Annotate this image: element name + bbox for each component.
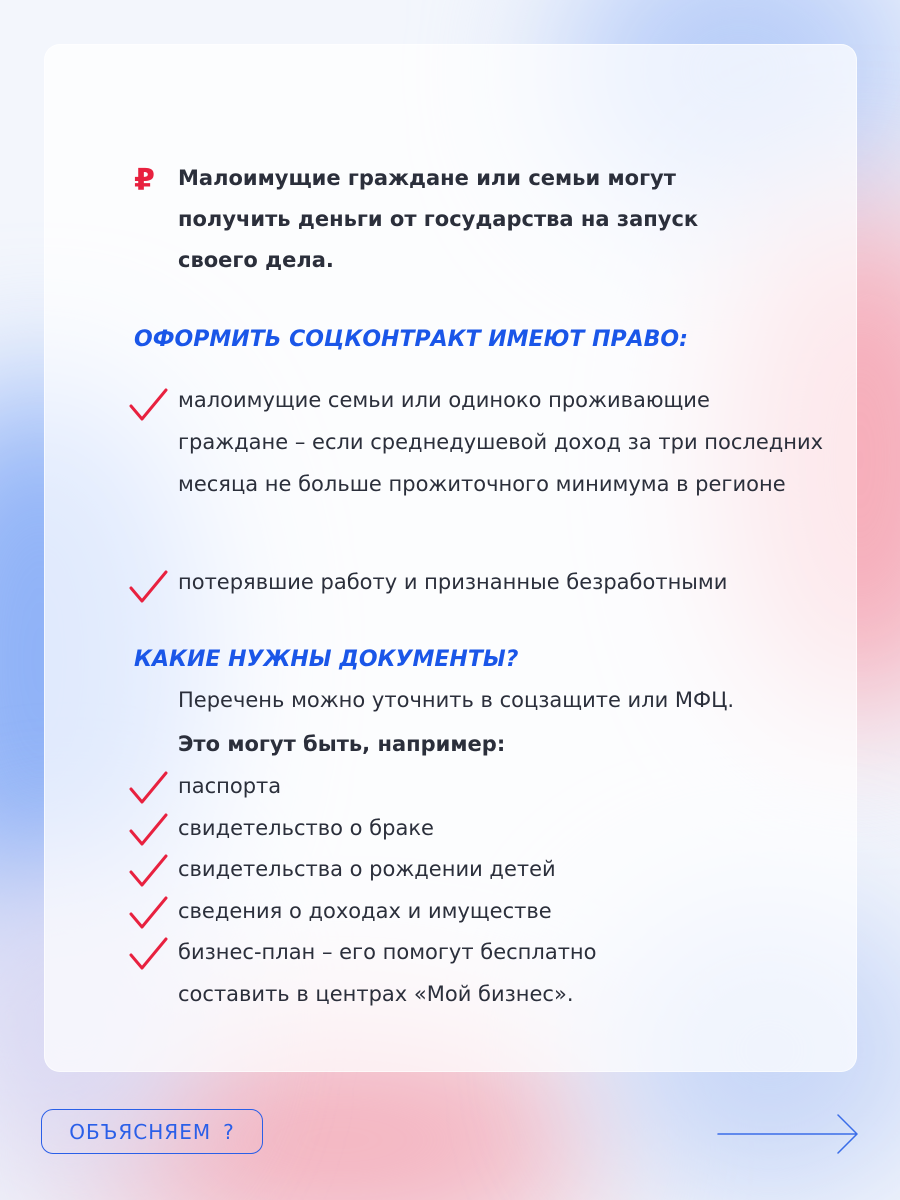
explain-badge <box>41 1109 263 1154</box>
list-item-text: бизнес-план – его помогут бесплатно составить в центрах «Мой бизнес». <box>178 940 597 1006</box>
list-item <box>126 849 826 891</box>
documents-note: Перечень можно уточнить в соцзащите или МФЦ. <box>178 688 735 712</box>
checkmark-icon <box>128 853 168 891</box>
badge-label: ОБЪЯСНЯЕМ <box>69 1119 212 1144</box>
question-icon: ? <box>223 1119 235 1144</box>
list-item <box>126 808 826 850</box>
list-item <box>126 932 698 1015</box>
list-item <box>126 766 826 808</box>
checkmark-icon <box>128 770 168 808</box>
arrow-right-icon[interactable] <box>716 1112 860 1156</box>
checkmark-icon <box>128 895 168 933</box>
intro-block <box>134 158 774 281</box>
list-item-text: паспорта <box>178 774 282 798</box>
eligibility-heading: ОФОРМИТЬ СОЦКОНТРАКТ ИМЕЮТ ПРАВО: <box>134 327 688 352</box>
list-item <box>126 379 826 547</box>
documents-list <box>126 766 826 1015</box>
list-item-text: свидетельство о браке <box>178 815 434 840</box>
checkmark-icon <box>128 387 168 425</box>
checkmark-icon <box>128 812 168 850</box>
list-item-text: свидетельства о рождении детей <box>178 857 556 881</box>
examples-label: Это могут быть, например: <box>178 732 506 756</box>
list-item-text: сведения о доходах и имуществе <box>178 898 552 923</box>
list-item <box>126 891 826 933</box>
checkmark-icon <box>128 569 168 607</box>
checkmark-icon <box>128 936 168 974</box>
list-item <box>126 561 826 603</box>
documents-heading: КАКИЕ НУЖНЫ ДОКУМЕНТЫ? <box>134 647 519 672</box>
list-item-text: малоимущие семьи или одиноко проживающие граждане – если среднедушевой доход за три последних месяца не больше прожиточного минимума в регионе <box>178 388 824 496</box>
ruble-icon: ₽ <box>134 163 155 198</box>
eligibility-list <box>126 379 826 603</box>
intro-text: Малоимущие граждане или семьи могут получить деньги от государства на запуск своего дела. <box>178 166 699 272</box>
list-item-text: потерявшие работу и признанные безработными <box>178 570 728 594</box>
